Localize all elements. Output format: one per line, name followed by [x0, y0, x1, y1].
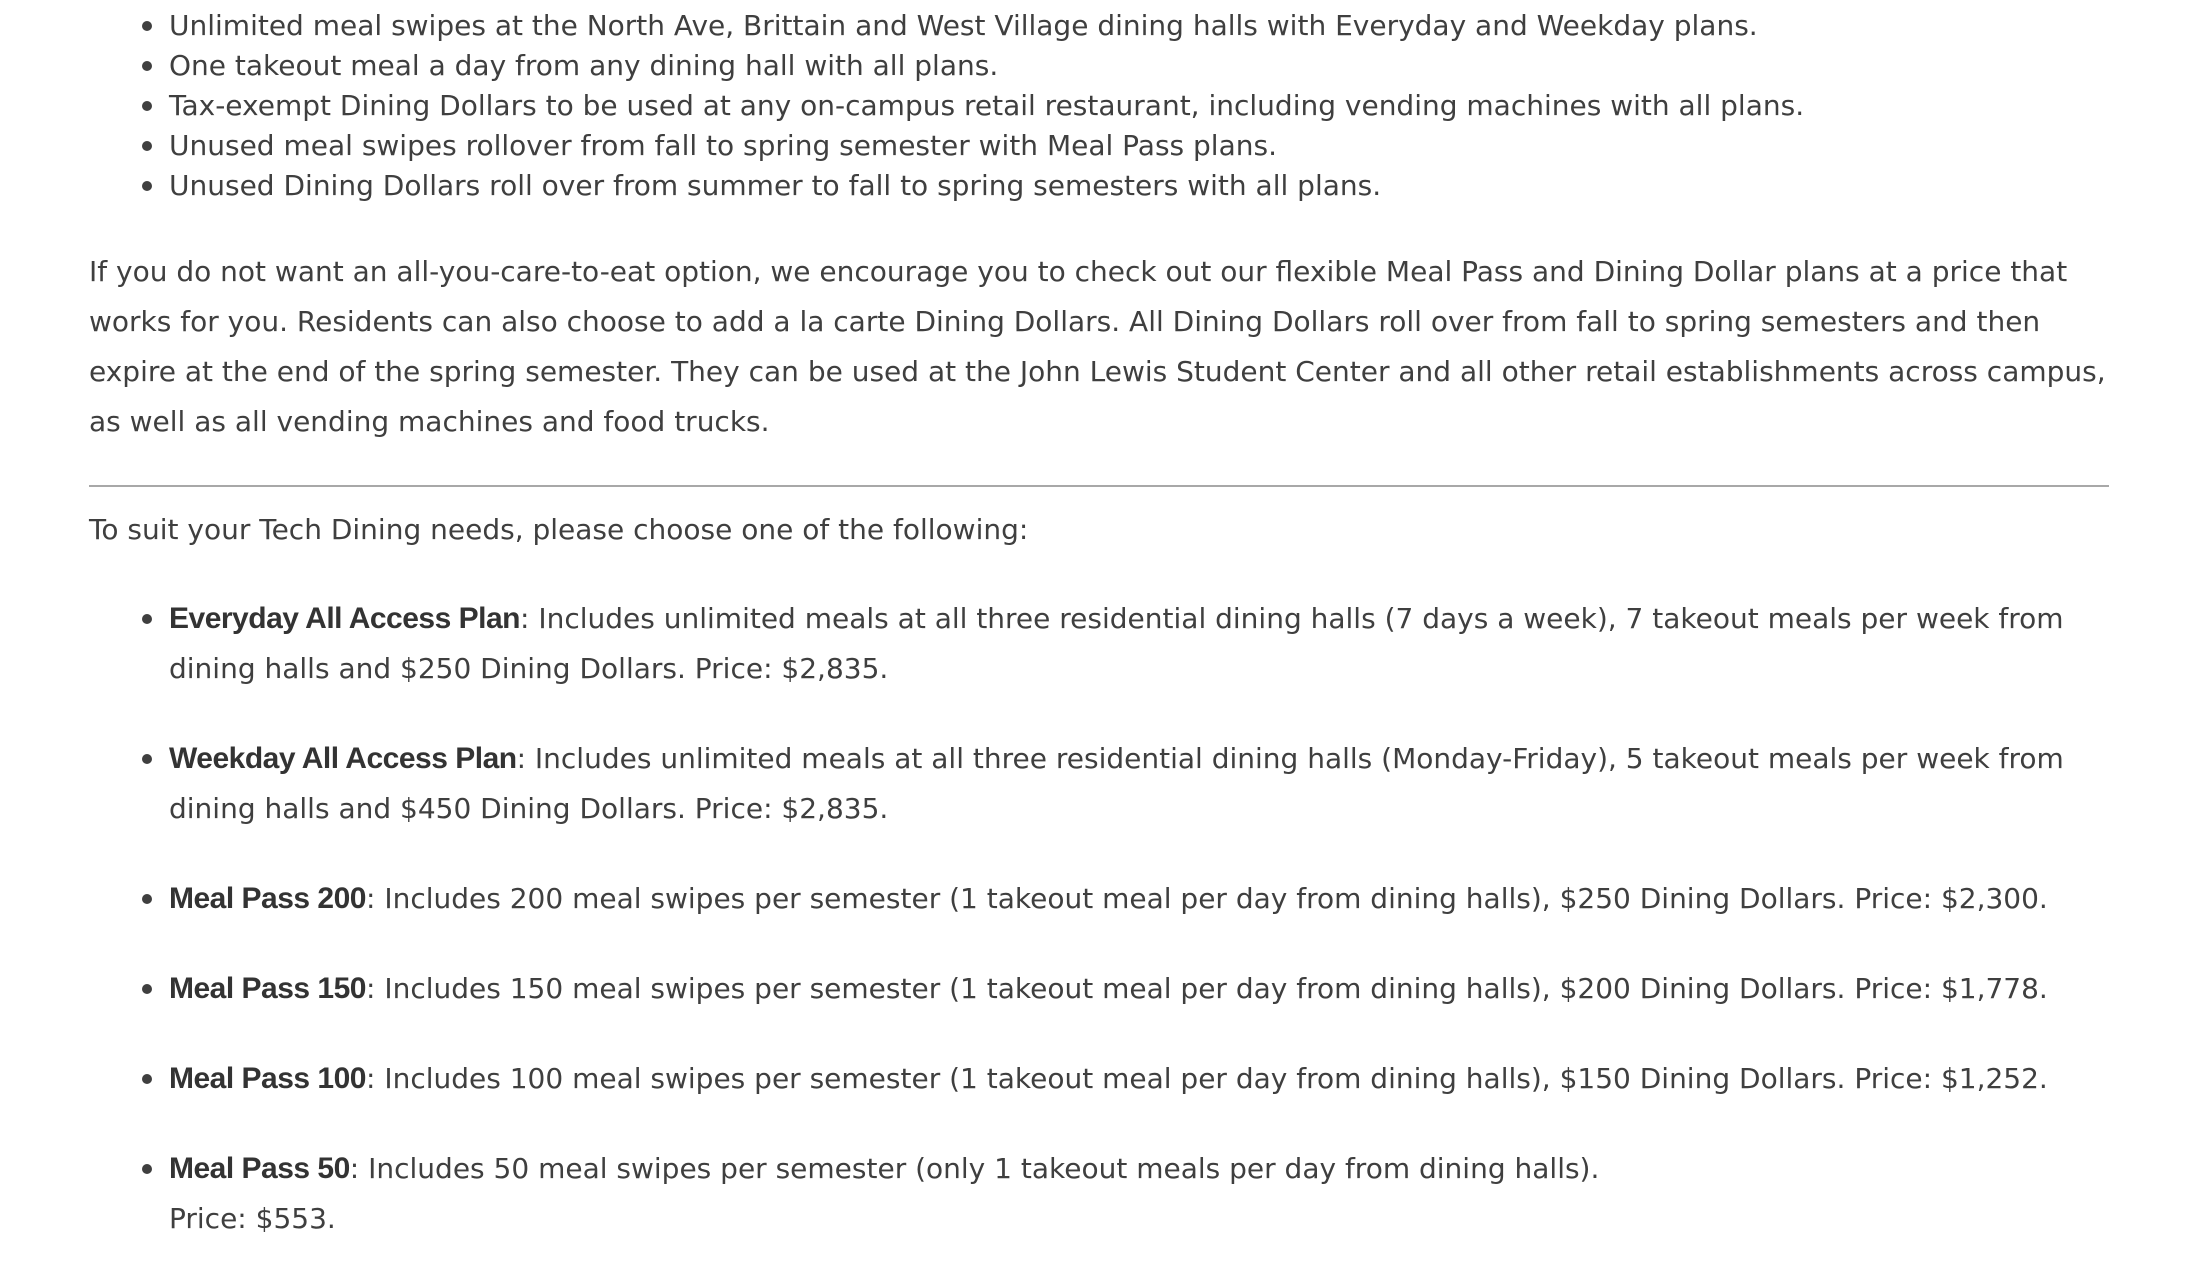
- plan-description: : Includes 150 meal swipes per semester (1 takeout meal per day from dining halls), $200 Dining Dollars. Price: $1,778.: [365, 972, 2048, 1005]
- bullet-icon: [142, 1074, 152, 1084]
- plan-item-meal-pass-100: [89, 1054, 2109, 1104]
- plan-item-weekday-all-access: [89, 734, 2109, 834]
- bullet-icon: [142, 61, 152, 71]
- plans-list: [89, 594, 2109, 1284]
- feature-item: [89, 46, 2109, 86]
- plan-description: : Includes 200 meal swipes per semester (1 takeout meal per day from dining halls), $250 Dining Dollars. Price: $2,300.: [365, 882, 2048, 915]
- feature-text: One takeout meal a day from any dining hall with all plans.: [169, 49, 999, 82]
- choose-instruction: To suit your Tech Dining needs, please choose one of the following:: [89, 513, 1029, 546]
- features-list: [89, 6, 2109, 206]
- bullet-icon: [142, 614, 152, 624]
- feature-text: Unlimited meal swipes at the North Ave, Brittain and West Village dining halls with Everyday and Weekday plans.: [169, 9, 1758, 42]
- bullet-icon: [142, 21, 152, 31]
- plan-description: : Includes 50 meal swipes per semester (only 1 takeout meals per day from dining halls).: [349, 1152, 1600, 1185]
- plan-description: : Includes unlimited meals at all three residential dining halls (Monday-Friday), 5 takeout meals per week from dining halls and $450 Dining Dollars. Price: $2,835.: [169, 742, 2064, 825]
- plan-description: : Includes 100 meal swipes per semester (1 takeout meal per day from dining halls), $150 Dining Dollars. Price: $1,252.: [365, 1062, 2048, 1095]
- feature-item: [89, 6, 2109, 46]
- bullet-icon: [142, 984, 152, 994]
- intro-paragraph: If you do not want an all-you-care-to-eat option, we encourage you to check out our flexible Meal Pass and Dining Dollar plans at a price that works for you. Residents can also choose to add a la carte Dining Dollars. All Dining Dollars roll over from fall to spring semesters and then expire at the end of the spring semester. They can be used at the John Lewis Student Center and all other retail establishments across campus, as well as all vending machines and food trucks.: [89, 255, 2106, 438]
- plan-item-meal-pass-150: [89, 964, 2109, 1014]
- bullet-icon: [142, 1164, 152, 1174]
- plan-name: Meal Pass 100: [169, 1062, 366, 1095]
- plan-name: Weekday All Access Plan: [169, 742, 517, 775]
- plan-name: Meal Pass 200: [169, 882, 366, 915]
- feature-item: [89, 126, 2109, 166]
- bullet-icon: [142, 754, 152, 764]
- plan-name: Meal Pass 150: [169, 972, 366, 1005]
- plan-price: Price: $553.: [169, 1202, 336, 1235]
- plan-name: Meal Pass 50: [169, 1152, 350, 1185]
- feature-item: [89, 166, 2109, 206]
- feature-text: Tax-exempt Dining Dollars to be used at any on-campus retail restaurant, including vending machines with all plans.: [169, 89, 1805, 122]
- horizontal-divider: [89, 485, 2109, 487]
- bullet-icon: [142, 101, 152, 111]
- plan-description: : Includes unlimited meals at all three residential dining halls (7 days a week), 7 takeout meals per week from dining halls and $250 Dining Dollars. Price: $2,835.: [169, 602, 2064, 685]
- bullet-icon: [142, 181, 152, 191]
- page-content: [89, 0, 2109, 1250]
- bullet-icon: [142, 141, 152, 151]
- feature-text: Unused Dining Dollars roll over from summer to fall to spring semesters with all plans.: [169, 169, 1382, 202]
- plan-item-meal-pass-200: [89, 874, 2109, 924]
- feature-text: Unused meal swipes rollover from fall to spring semester with Meal Pass plans.: [169, 129, 1277, 162]
- feature-item: [89, 86, 2109, 126]
- plan-item-meal-pass-50: [89, 1144, 2109, 1244]
- plan-item-everyday-all-access: [89, 594, 2109, 694]
- plan-name: Everyday All Access Plan: [169, 602, 520, 635]
- bullet-icon: [142, 894, 152, 904]
